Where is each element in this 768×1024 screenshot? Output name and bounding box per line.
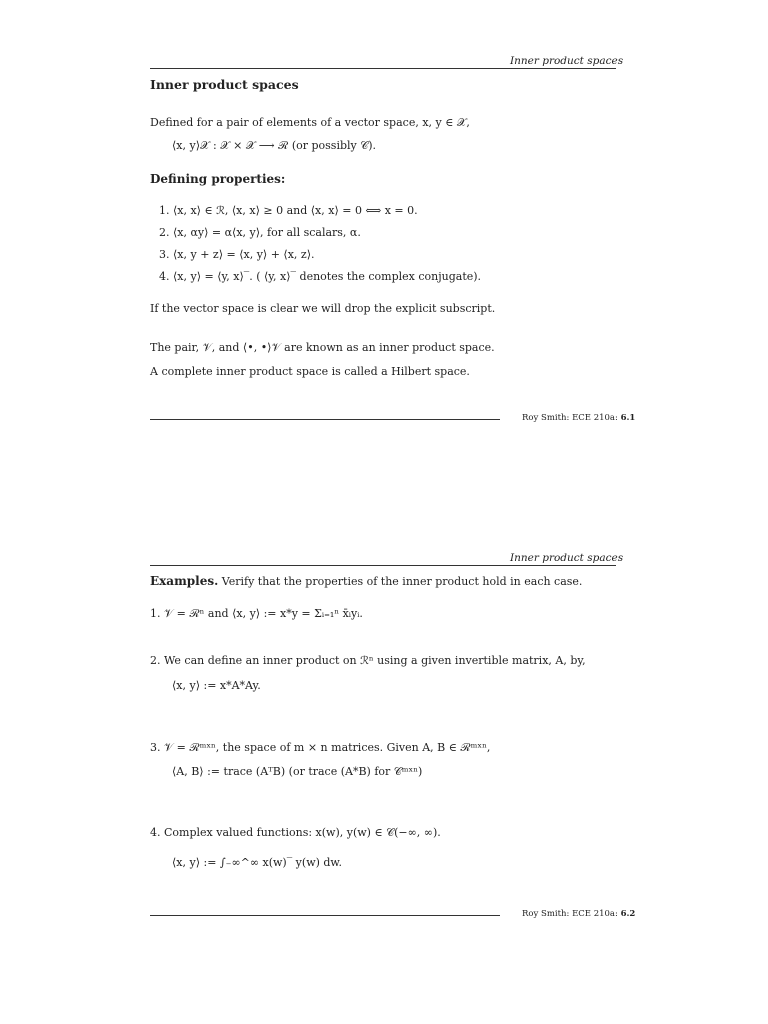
property-3: 3. ⟨x, y + z⟩ = ⟨x, y⟩ + ⟨x, z⟩. <box>159 248 315 261</box>
footer-author: Roy Smith: ECE 210a: <box>522 909 621 919</box>
examples-label: Examples. <box>150 574 219 588</box>
running-header: Inner product spaces <box>510 552 624 564</box>
property-4: 4. ⟨x, y⟩ = ⟨y, x⟩‾. ( ⟨y, x⟩‾ denotes the complex conjugate). <box>159 270 482 283</box>
footer-rule <box>150 915 500 916</box>
slide-number: 6.2 <box>620 909 636 919</box>
slide-footer <box>522 413 635 423</box>
slide-footer <box>522 909 635 919</box>
example-1: 1. 𝒱 = ℛⁿ and ⟨x, y⟩ := x*y = Σᵢ₌₁ⁿ x̄ᵢyᵢ. <box>150 607 363 620</box>
footer-author: Roy Smith: ECE 210a: <box>522 413 621 423</box>
slide-number: 6.1 <box>620 413 636 423</box>
footer-rule <box>150 419 500 420</box>
example-3-formula: ⟨A, B⟩ := trace (AᵀB) (or trace (A*B) for 𝒞ᵐˣⁿ) <box>172 765 423 778</box>
property-1: 1. ⟨x, x⟩ ∈ ℛ, ⟨x, x⟩ ≥ 0 and ⟨x, x⟩ = 0 ⟺ x = 0. <box>159 204 418 217</box>
example-4-formula: ⟨x, y⟩ := ∫₋∞^∞ x(w)‾ y(w) dw. <box>172 856 343 869</box>
slide-title: Inner product spaces <box>150 77 299 92</box>
example-3: 3. 𝒱 = ℛᵐˣⁿ, the space of m × n matrices. Given A, B ∈ ℛᵐˣⁿ, <box>150 741 491 754</box>
header-rule <box>150 68 616 69</box>
example-2: 2. We can define an inner product on ℛⁿ using a given invertible matrix, A, by, <box>150 654 586 667</box>
examples-intro <box>150 574 582 588</box>
example-2-formula: ⟨x, y⟩ := x*A*Ay. <box>172 679 261 692</box>
properties-heading: Defining properties: <box>150 172 286 186</box>
running-header: Inner product spaces <box>510 55 624 67</box>
map-formula: ⟨x, y⟩𝒳 : 𝒳 × 𝒳 ⟶ ℛ (or possibly 𝒞). <box>172 139 377 152</box>
header-rule <box>150 565 616 566</box>
property-2: 2. ⟨x, αy⟩ = α⟨x, y⟩, for all scalars, α. <box>159 226 361 239</box>
hilbert-definition: A complete inner product space is called a Hilbert space. <box>150 365 470 378</box>
examples-text: Verify that the properties of the inner product hold in each case. <box>218 575 583 588</box>
subscript-note: If the vector space is clear we will drop the explicit subscript. <box>150 302 496 315</box>
example-4: 4. Complex valued functions: x(w), y(w) ∈ 𝒞(−∞, ∞). <box>150 826 441 839</box>
intro-text: Defined for a pair of elements of a vector space, x, y ∈ 𝒳, <box>150 116 470 129</box>
pair-definition: The pair, 𝒱, and ⟨•, •⟩𝒱 are known as an inner product space. <box>150 341 495 354</box>
